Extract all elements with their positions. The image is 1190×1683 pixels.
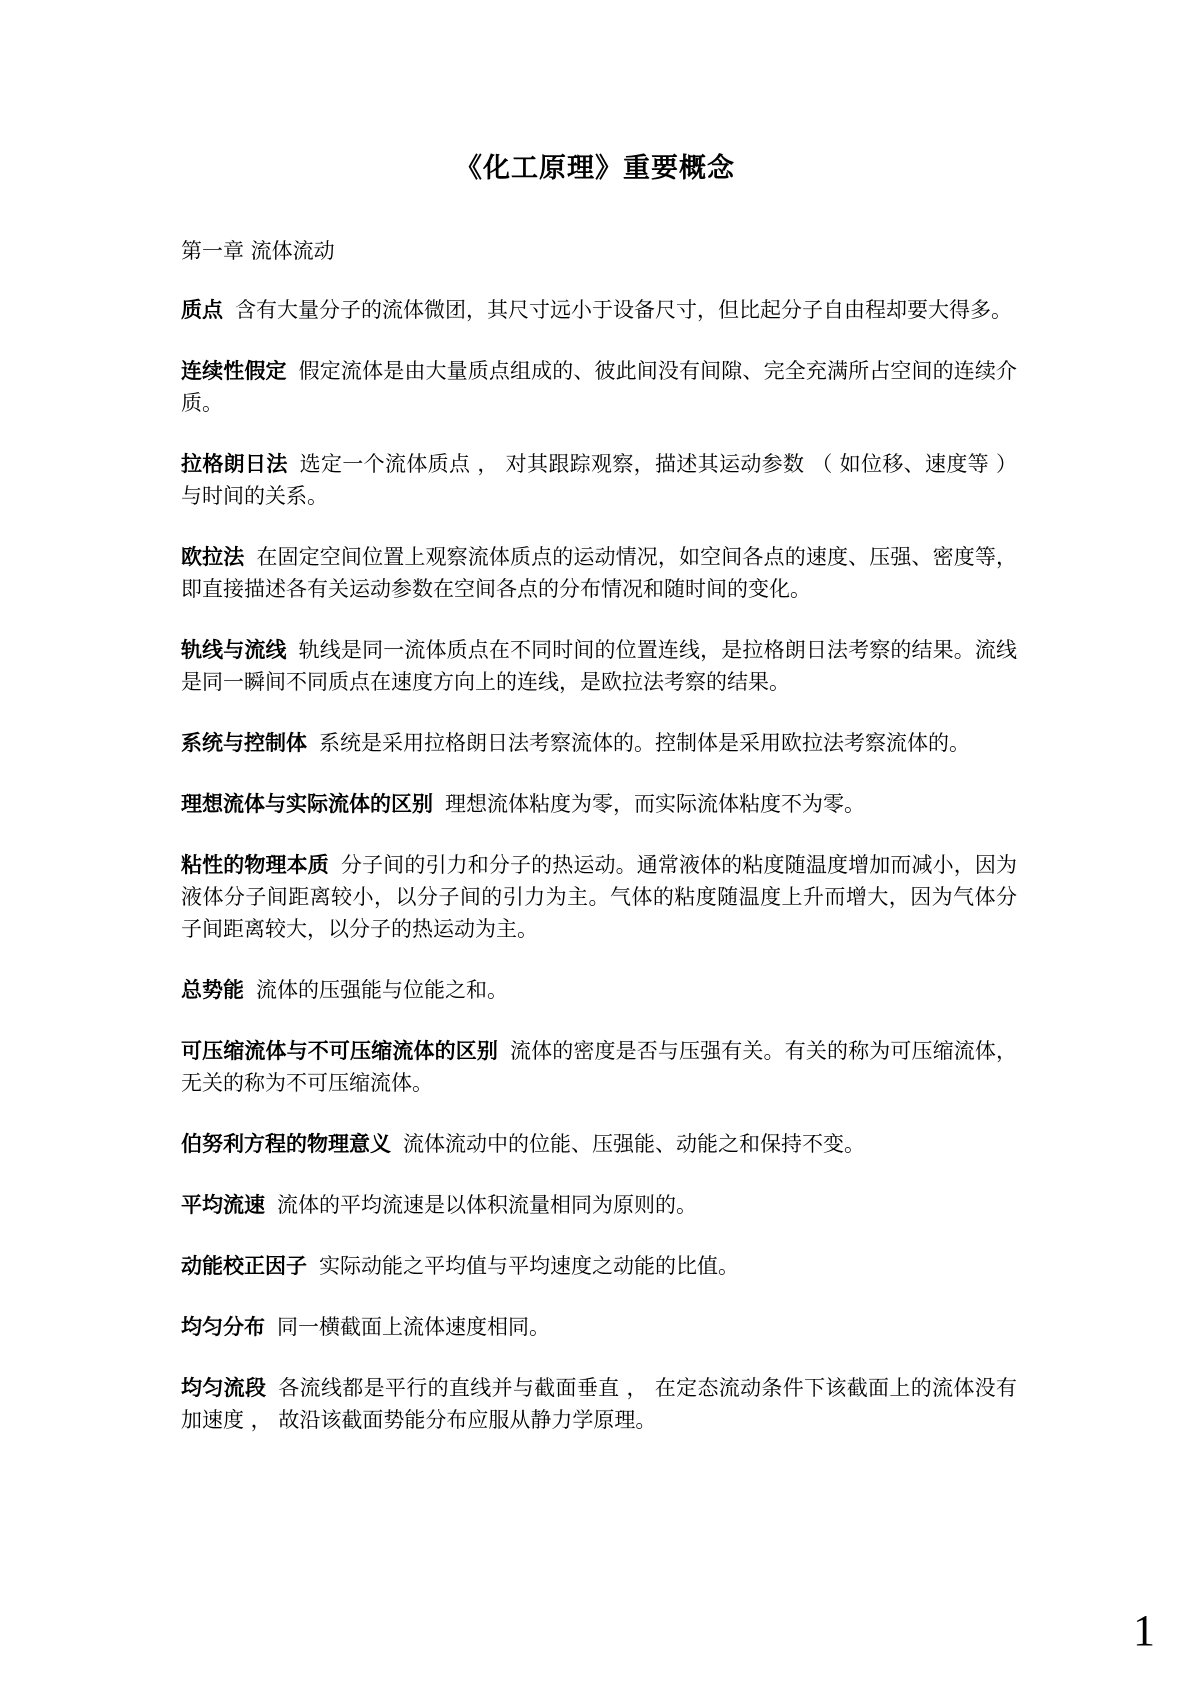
concept-entry (181, 849, 1017, 945)
concept-definition: 理想流体粘度为零，而实际流体粘度不为零。 (445, 792, 865, 816)
concept-term: 粘性的物理本质 (181, 853, 329, 877)
concept-entry (181, 1372, 1017, 1436)
concept-entry (181, 974, 1017, 1006)
concept-term: 拉格朗日法 (181, 452, 288, 476)
concept-entry (181, 541, 1017, 605)
concept-term: 动能校正因子 (181, 1254, 307, 1278)
concept-definition: 同一横截面上流体速度相同。 (277, 1315, 550, 1339)
concept-term: 总势能 (181, 978, 244, 1002)
concept-definition: 流体流动中的位能、压强能、动能之和保持不变。 (403, 1132, 865, 1156)
concept-definition: 流体的密度是否与压强有关。有关的称为可压缩流体，无关的称为不可压缩流体。 (181, 1039, 1018, 1095)
concept-entry (181, 1189, 1017, 1221)
concept-definition: 各流线都是平行的直线并与截面垂直 ， 在定态流动条件下该截面上的流体没有加速度 ， 故沿该截面势能分布应服从静力学原理。 (181, 1376, 1017, 1432)
concept-term: 伯努利方程的物理意义 (181, 1132, 391, 1156)
concept-definition: 假定流体是由大量质点组成的、彼此间没有间隙、完全充满所占空间的连续介质。 (181, 359, 1018, 415)
concept-term: 质点 (181, 298, 223, 322)
concept-entry (181, 294, 1017, 326)
concept-term: 连续性假定 (181, 359, 287, 383)
concept-term: 理想流体与实际流体的区别 (181, 792, 433, 816)
concept-definition: 轨线是同一流体质点在不同时间的位置连线，是拉格朗日法考察的结果。流线是同一瞬间不同质点在速度方向上的连线，是欧拉法考察的结果。 (181, 638, 1018, 694)
concept-entry (181, 634, 1017, 698)
concept-entry (181, 1128, 1017, 1160)
concept-term: 系统与控制体 (181, 731, 307, 755)
document-title: 《化工原理》重要概念 (455, 153, 735, 184)
concept-entry (181, 1035, 1017, 1099)
concept-entry (181, 448, 1017, 512)
concept-entry (181, 355, 1017, 419)
concept-definition: 实际动能之平均值与平均速度之动能的比值。 (319, 1254, 739, 1278)
concept-term: 均匀分布 (181, 1315, 265, 1339)
concept-entry (181, 788, 1017, 820)
concept-definition: 选定一个流体质点 ， 对其跟踪观察，描述其运动参数 （ 如位移、速度等 ） 与时间的关系。 (181, 452, 1018, 508)
concept-term: 平均流速 (181, 1193, 265, 1217)
concept-term: 均匀流段 (181, 1376, 267, 1400)
concept-definition: 系统是采用拉格朗日法考察流体的。控制体是采用欧拉法考察流体的。 (319, 731, 970, 755)
concept-definition: 含有大量分子的流体微团，其尺寸远小于设备尺寸，但比起分子自由程却要大得多。 (235, 298, 1012, 322)
concept-definition: 在固定空间位置上观察流体质点的运动情况，如空间各点的速度、压强、密度等，即直接描述各有关运动参数在空间各点的分布情况和随时间的变化。 (181, 545, 1018, 601)
chapter-heading: 第一章 流体流动 (181, 239, 335, 263)
concept-term: 轨线与流线 (181, 638, 287, 662)
concept-definition: 分子间的引力和分子的热运动。通常液体的粘度随温度增加而减小，因为液体分子间距离较小，以分子间的引力为主。气体的粘度随温度上升而增大，因为气体分子间距离较大，以分子的热运动为主。 (181, 853, 1017, 941)
concept-entry (181, 1250, 1017, 1282)
page-number: 1 (1133, 1606, 1155, 1655)
concept-entry (181, 1311, 1017, 1343)
concept-term: 可压缩流体与不可压缩流体的区别 (181, 1039, 498, 1063)
concept-term: 欧拉法 (181, 545, 245, 569)
concept-list (181, 294, 1017, 1465)
concept-definition: 流体的压强能与位能之和。 (256, 978, 508, 1002)
concept-definition: 流体的平均流速是以体积流量相同为原则的。 (277, 1193, 697, 1217)
concept-entry (181, 727, 1017, 759)
